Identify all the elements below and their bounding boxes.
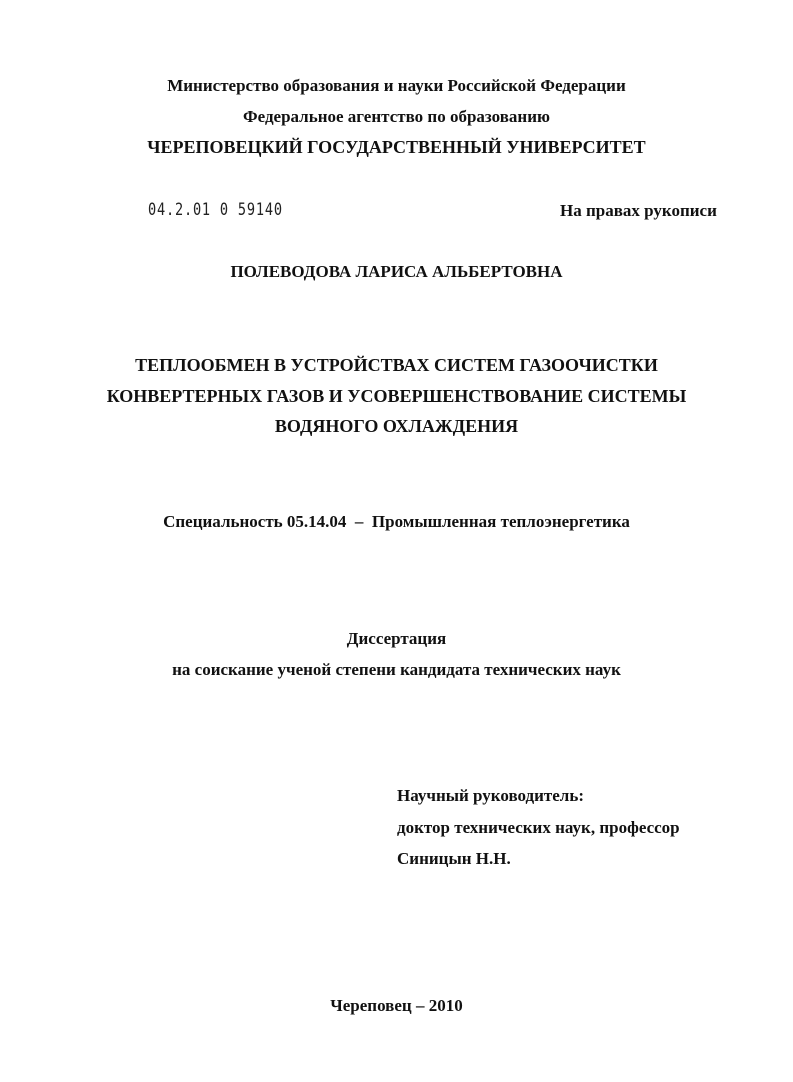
ministry-line: Министерство образования и науки Российской Федерации <box>167 76 626 95</box>
supervisor-name: Синицын Н.Н. <box>397 849 511 868</box>
author-name: ПОЛЕВОДОВА ЛАРИСА АЛЬБЕРТОВНА <box>230 262 563 281</box>
title-line-2: КОНВЕРТЕРНЫХ ГАЗОВ И УСОВЕРШЕНСТВОВАНИЕ СИСТЕМЫ <box>106 386 687 406</box>
supervisor-degree: доктор технических наук, профессор <box>397 818 680 837</box>
work-type: Диссертация <box>346 629 447 648</box>
supervisor-label: Научный руководитель: <box>397 786 584 805</box>
university-name: ЧЕРЕПОВЕЦКИЙ ГОСУДАРСТВЕННЫЙ УНИВЕРСИТЕТ <box>147 137 646 157</box>
catalog-number: 04.2.01 0 59140 <box>148 200 283 220</box>
title-line-1: ТЕПЛООБМЕН В УСТРОЙСТВАХ СИСТЕМ ГАЗООЧИСТКИ <box>135 355 658 375</box>
specialty: Специальность 05.14.04 – Промышленная теплоэнергетика <box>163 512 630 531</box>
rights-note: На правах рукописи <box>560 201 717 220</box>
title-line-3: ВОДЯНОГО ОХЛАЖДЕНИЯ <box>274 416 519 436</box>
degree-line: на соискание ученой степени кандидата технических наук <box>172 660 621 679</box>
place-year: Череповец – 2010 <box>330 996 463 1015</box>
agency-line: Федеральное агентство по образованию <box>243 107 550 126</box>
